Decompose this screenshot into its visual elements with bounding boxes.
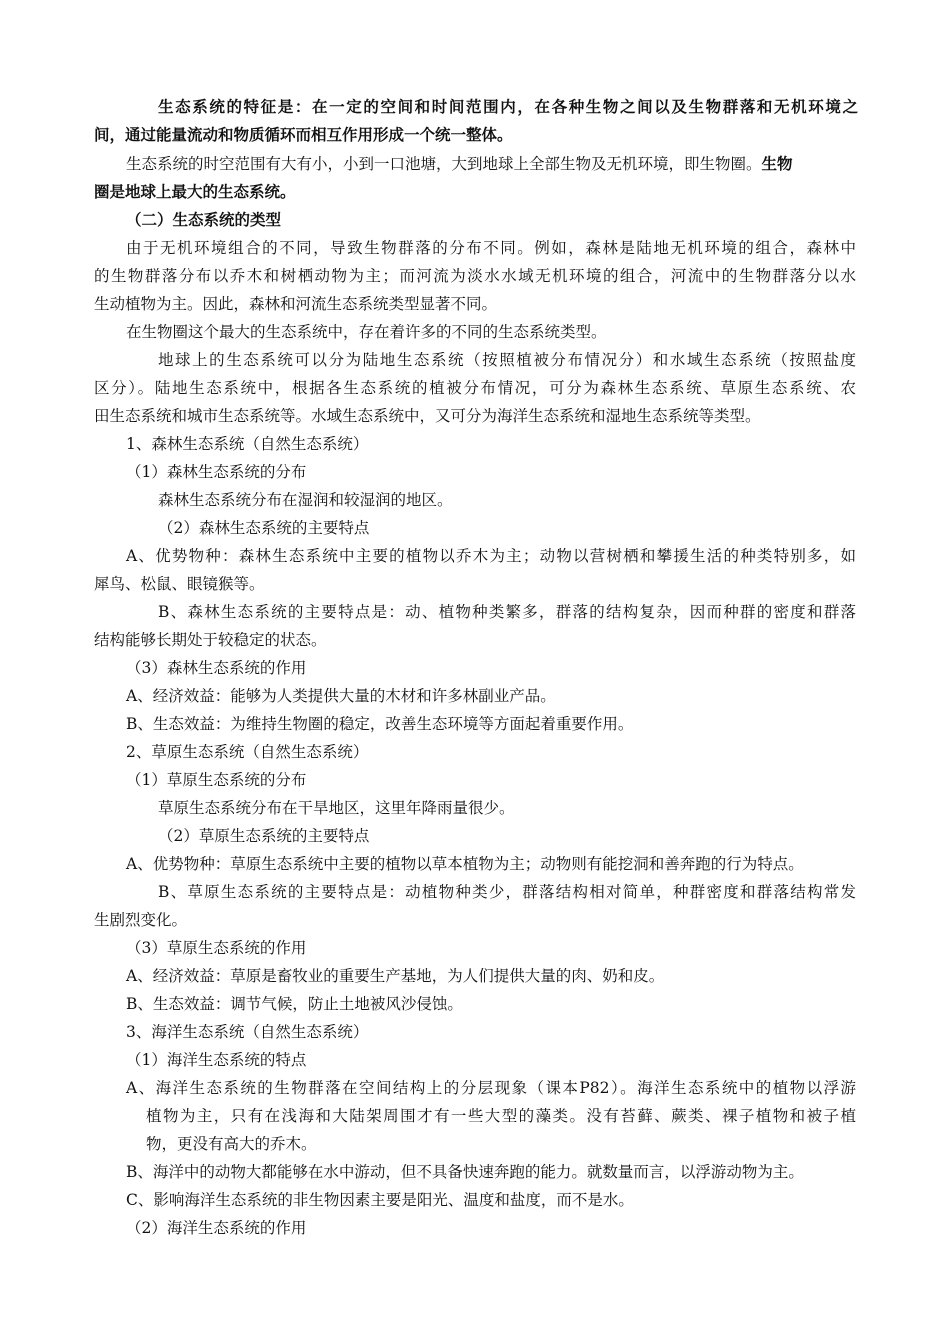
section-heading-types: （二）生态系统的类型: [126, 210, 282, 229]
subheading-forest-distribution: （1）森林生态系统的分布: [126, 463, 307, 481]
text-ocean-layering-line-3: 物，更没有高大的乔木。: [146, 1135, 317, 1153]
subheading-ocean-role: （2）海洋生态系统的作用: [126, 1219, 307, 1237]
para-classification-line-2: 区分）。陆地生态系统中，根据各生态系统的植被分布情况，可分为森林生态系统、草原生态系统、农: [94, 379, 856, 397]
subheading-grassland-features: （2）草原生态系统的主要特点: [158, 827, 370, 845]
heading-ocean: 3、海洋生态系统（自然生态系统）: [126, 1023, 369, 1041]
text-forest-distribution: 森林生态系统分布在湿润和较湿润的地区。: [158, 491, 453, 509]
text-forest-ecological: B、生态效益：为维持生物圈的稳定，改善生态环境等方面起着重要作用。: [126, 715, 634, 733]
subheading-forest-role: （3）森林生态系统的作用: [126, 659, 307, 677]
para-cause-line-2: 的生物群落分布以乔木和树栖动物为主；而河流为淡水水域无机环境的组合，河流中的生物群落分以水: [94, 267, 856, 285]
text-ocean-layering-line-1: A、海洋生态系统的生物群落在空间结构上的分层现象（课本P82）。海洋生态系统中的植物以浮游: [126, 1079, 856, 1097]
para-definition-line-1: 生态系统的特征是：在一定的空间和时间范围内，在各种生物之间以及生物群落和无机环境之: [158, 97, 858, 116]
text-ocean-layering-line-2: 植物为主，只有在浅海和大陆架周围才有一些大型的藻类。没有苔藓、蕨类、裸子植物和被子植: [146, 1107, 856, 1125]
para-classification-line-3: 田生态系统和城市生态系统等。水域生态系统中，又可分为海洋生态系统和湿地生态系统等类型。: [94, 407, 761, 425]
para-scope-line-1: [126, 153, 793, 175]
text-grassland-features-line-1: B、草原生态系统的主要特点是：动植物种类少，群落结构相对简单，种群密度和群落结构常发: [158, 883, 856, 901]
text-grassland-features-line-2: 生剧烈变化。: [94, 911, 188, 929]
text-forest-species-line-2: 犀鸟、松鼠、眼镜猴等。: [94, 575, 265, 593]
text-grassland-distribution: 草原生态系统分布在干旱地区，这里年降雨量很少。: [158, 799, 515, 817]
para-cause-line-3: 生动植物为主。因此，森林和河流生态系统类型显著不同。: [94, 295, 498, 313]
heading-forest: 1、森林生态系统（自然生态系统）: [126, 435, 369, 453]
subheading-grassland-distribution: （1）草原生态系统的分布: [126, 771, 307, 789]
heading-grassland: 2、草原生态系统（自然生态系统）: [126, 743, 369, 761]
para-scope-text: 生态系统的时空范围有大有小，小到一口池塘，大到地球上全部生物及无机环境，即生物圈。: [126, 155, 762, 173]
para-scope-bold: 生物: [761, 154, 793, 173]
subheading-grassland-role: （3）草原生态系统的作用: [126, 939, 307, 957]
text-grassland-ecological: B、生态效益：调节气候，防止土地被风沙侵蚀。: [126, 995, 463, 1013]
text-grassland-species: A、优势物种：草原生态系统中主要的植物以草本植物为主；动物则有能挖洞和善奔跑的行为特点。: [126, 855, 804, 873]
text-ocean-animals: B、海洋中的动物大都能够在水中游动，但不具备快速奔跑的能力。就数量而言，以浮游动物为主。: [126, 1163, 804, 1181]
text-forest-features-line-2: 结构能够长期处于较稳定的状态。: [94, 631, 327, 649]
text-forest-economic: A、经济效益：能够为人类提供大量的木材和许多林副业产品。: [126, 687, 556, 705]
subheading-forest-features: （2）森林生态系统的主要特点: [158, 519, 370, 537]
text-forest-features-line-1: B、森林生态系统的主要特点是：动、植物种类繁多，群落的结构复杂，因而种群的密度和群落: [158, 603, 856, 621]
subheading-ocean-features: （1）海洋生态系统的特点: [126, 1051, 307, 1069]
para-cause-line-1: 由于无机环境组合的不同，导致生物群落的分布不同。例如，森林是陆地无机环境的组合，森林中: [126, 239, 856, 257]
para-biosphere: 在生物圈这个最大的生态系统中，存在着许多的不同的生态系统类型。: [126, 323, 607, 341]
text-ocean-abiotic: C、影响海洋生态系统的非生物因素主要是阳光、温度和盐度，而不是水。: [126, 1191, 634, 1209]
para-definition-line-2: 间，通过能量流动和物质循环而相互作用形成一个统一整体。: [94, 125, 513, 144]
para-classification-line-1: 地球上的生态系统可以分为陆地生态系统（按照植被分布情况分）和水域生态系统（按照盐度: [158, 351, 856, 369]
text-forest-species-line-1: A、优势物种：森林生态系统中主要的植物以乔木为主；动物以营树栖和攀援生活的种类特别多，如: [126, 547, 856, 565]
text-grassland-economic: A、经济效益：草原是畜牧业的重要生产基地，为人们提供大量的肉、奶和皮。: [126, 967, 665, 985]
para-scope-line-2: 圈是地球上最大的生态系统。: [94, 182, 296, 201]
